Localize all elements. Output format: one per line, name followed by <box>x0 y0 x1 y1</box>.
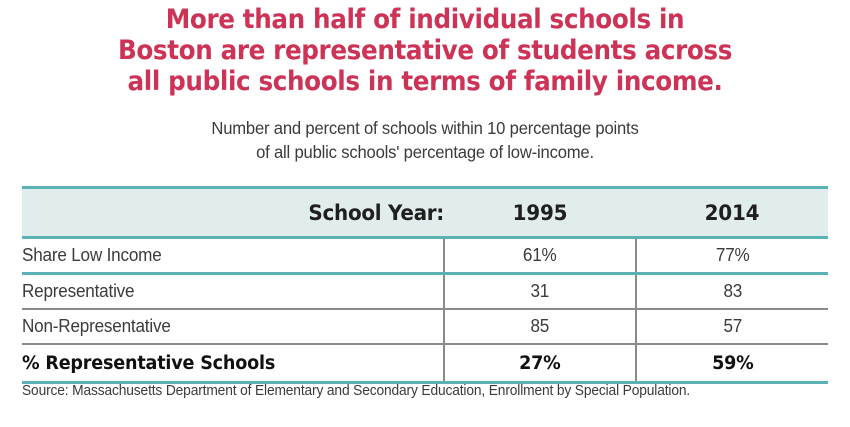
cell-text: Representative <box>22 281 135 301</box>
cell-text: 57 <box>723 316 742 336</box>
cell-text: 31 <box>530 281 550 301</box>
table-header-col-1995: 1995 <box>449 188 631 238</box>
cell-non-representative-1995 <box>444 309 636 344</box>
cell-share-low-income-2014 <box>636 238 828 274</box>
cell-text: 27% <box>519 352 561 374</box>
table-row <box>22 309 828 344</box>
cell-text: 59% <box>711 352 754 374</box>
source-note <box>22 383 832 399</box>
title-line-2: Boston are representative of students across <box>117 35 733 66</box>
subtitle-line-2: of all public schools' percentage of low-income. <box>256 142 594 162</box>
cell-text: 85 <box>530 316 550 336</box>
title-line-3: all public schools in terms of family income. <box>127 66 723 97</box>
cell-percent-representative-schools-1995 <box>444 344 636 383</box>
table-row-total <box>22 344 828 383</box>
row-label-non-representative <box>22 309 444 344</box>
cell-text: Non-Representative <box>22 316 171 336</box>
row-label-percent-representative-schools <box>22 344 444 383</box>
cell-share-low-income-1995 <box>444 238 636 274</box>
data-table-container <box>22 186 828 384</box>
subtitle-line-1: Number and percent of schools within 10 percentage points <box>211 118 639 138</box>
page-title <box>0 4 850 97</box>
table-row <box>22 238 828 274</box>
cell-text: 83 <box>723 281 742 301</box>
row-label-representative <box>22 274 444 310</box>
table-row <box>22 274 828 310</box>
table-header-col-2014: 2014 <box>641 188 823 238</box>
cell-text: Share Low Income <box>22 245 162 265</box>
page-subtitle <box>0 116 850 164</box>
table-header-row <box>22 188 828 238</box>
source-text: Source: Massachusetts Department of Elementary and Secondary Education, Enrollment by Special Population. <box>22 383 691 399</box>
cell-text: 77% <box>715 245 750 265</box>
cell-text: % Representative Schools <box>22 352 276 374</box>
title-line-1: More than half of individual schools in <box>165 4 685 35</box>
cell-non-representative-2014 <box>636 309 828 344</box>
cell-percent-representative-schools-2014 <box>636 344 828 383</box>
cell-representative-2014 <box>636 274 828 310</box>
cell-representative-1995 <box>444 274 636 310</box>
cell-text: 61% <box>523 245 557 265</box>
table-header-row-label: School Year: <box>43 188 444 238</box>
row-label-share-low-income <box>22 238 444 274</box>
data-table <box>22 186 828 384</box>
